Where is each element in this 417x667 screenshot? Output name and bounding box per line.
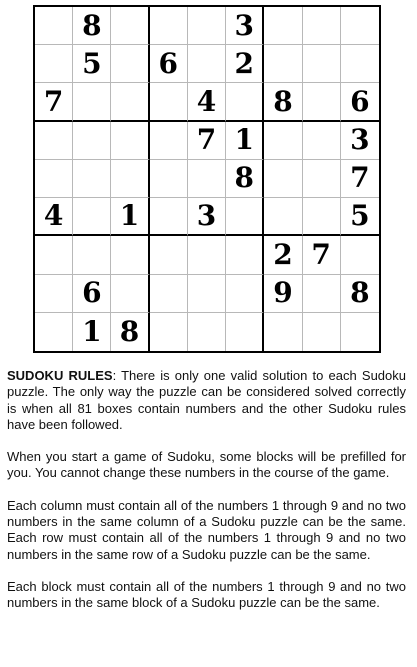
sudoku-cell-r8c8[interactable] [303, 275, 341, 313]
sudoku-cell-r9c7[interactable] [264, 313, 302, 351]
sudoku-cell-r5c3[interactable] [111, 160, 149, 198]
sudoku-cell-r5c7[interactable] [264, 160, 302, 198]
sudoku-cell-r2c1[interactable] [35, 45, 73, 83]
sudoku-cell-r4c5[interactable]: 7 [188, 122, 226, 160]
sudoku-cell-r8c9[interactable]: 8 [341, 275, 379, 313]
sudoku-cell-r7c2[interactable] [73, 236, 111, 274]
sudoku-cell-r7c3[interactable] [111, 236, 149, 274]
sudoku-cell-r5c8[interactable] [303, 160, 341, 198]
sudoku-cell-r8c5[interactable] [188, 275, 226, 313]
sudoku-cell-r3c1[interactable]: 7 [35, 83, 73, 121]
sudoku-cell-r1c1[interactable] [35, 7, 73, 45]
sudoku-cell-r7c7[interactable]: 2 [264, 236, 302, 274]
sudoku-cell-r9c1[interactable] [35, 313, 73, 351]
sudoku-cell-r1c8[interactable] [303, 7, 341, 45]
rules-intro-text: : There is only one valid solution to each Sudoku puzzle. The only way the puzzle can be considered solved correctly is when all 81 boxes contain numbers and the other Sudoku rules have been followed. [7, 368, 406, 432]
sudoku-cell-r2c5[interactable] [188, 45, 226, 83]
sudoku-cell-r8c6[interactable] [226, 275, 264, 313]
sudoku-cell-r8c4[interactable] [150, 275, 188, 313]
sudoku-cell-r7c8[interactable]: 7 [303, 236, 341, 274]
sudoku-cell-r2c4[interactable]: 6 [150, 45, 188, 83]
sudoku-cell-r7c6[interactable] [226, 236, 264, 274]
sudoku-cell-r5c6[interactable]: 8 [226, 160, 264, 198]
sudoku-cell-r3c8[interactable] [303, 83, 341, 121]
sudoku-cell-r4c8[interactable] [303, 122, 341, 160]
sudoku-board-container [33, 5, 381, 353]
sudoku-cell-r7c9[interactable] [341, 236, 379, 274]
sudoku-cell-r9c8[interactable] [303, 313, 341, 351]
sudoku-cell-r2c6[interactable]: 2 [226, 45, 264, 83]
sudoku-cell-r6c6[interactable] [226, 198, 264, 236]
sudoku-cell-r6c1[interactable]: 4 [35, 198, 73, 236]
rules-section [7, 368, 406, 628]
sudoku-cell-r3c5[interactable]: 4 [188, 83, 226, 121]
sudoku-cell-r1c6[interactable]: 3 [226, 7, 264, 45]
sudoku-cell-r3c9[interactable]: 6 [341, 83, 379, 121]
sudoku-cell-r4c7[interactable] [264, 122, 302, 160]
sudoku-cell-r2c3[interactable] [111, 45, 149, 83]
sudoku-cell-r2c2[interactable]: 5 [73, 45, 111, 83]
sudoku-cell-r6c3[interactable]: 1 [111, 198, 149, 236]
sudoku-cell-r7c5[interactable] [188, 236, 226, 274]
sudoku-cell-r9c9[interactable] [341, 313, 379, 351]
sudoku-cell-r4c3[interactable] [111, 122, 149, 160]
sudoku-cell-r1c9[interactable] [341, 7, 379, 45]
sudoku-cell-r1c2[interactable]: 8 [73, 7, 111, 45]
sudoku-cell-r5c9[interactable]: 7 [341, 160, 379, 198]
sudoku-cell-r8c1[interactable] [35, 275, 73, 313]
sudoku-cell-r1c3[interactable] [111, 7, 149, 45]
sudoku-cell-r2c8[interactable] [303, 45, 341, 83]
sudoku-cell-r2c9[interactable] [341, 45, 379, 83]
sudoku-cell-r6c7[interactable] [264, 198, 302, 236]
sudoku-cell-r9c3[interactable]: 8 [111, 313, 149, 351]
sudoku-cell-r2c7[interactable] [264, 45, 302, 83]
sudoku-cell-r3c6[interactable] [226, 83, 264, 121]
sudoku-cell-r6c8[interactable] [303, 198, 341, 236]
rules-paragraph-rows-columns: Each column must contain all of the numbers 1 through 9 and no two numbers in the same column of a Sudoku puzzle can be the same. Each row must contain all of the numbers 1 through 9 and no two numbers in the same row of a Sudoku puzzle can be the same. [7, 497, 406, 562]
sudoku-cell-r3c4[interactable] [150, 83, 188, 121]
sudoku-cell-r7c1[interactable] [35, 236, 73, 274]
sudoku-cell-r9c5[interactable] [188, 313, 226, 351]
sudoku-cell-r6c4[interactable] [150, 198, 188, 236]
sudoku-cell-r8c2[interactable]: 6 [73, 275, 111, 313]
sudoku-cell-r6c5[interactable]: 3 [188, 198, 226, 236]
sudoku-cell-r3c2[interactable] [73, 83, 111, 121]
sudoku-cell-r4c2[interactable] [73, 122, 111, 160]
rules-intro-paragraph [7, 368, 406, 433]
sudoku-cell-r4c9[interactable]: 3 [341, 122, 379, 160]
sudoku-cell-r6c9[interactable]: 5 [341, 198, 379, 236]
rules-paragraph-blocks: Each block must contain all of the numbers 1 through 9 and no two numbers in the same block of a Sudoku puzzle can be the same. [7, 578, 406, 611]
sudoku-cell-r1c4[interactable] [150, 7, 188, 45]
sudoku-cell-r5c1[interactable] [35, 160, 73, 198]
rules-heading: SUDOKU RULES [7, 368, 113, 383]
sudoku-cell-r5c2[interactable] [73, 160, 111, 198]
sudoku-cell-r5c5[interactable] [188, 160, 226, 198]
sudoku-cell-r9c2[interactable]: 1 [73, 313, 111, 351]
sudoku-grid [33, 5, 381, 353]
sudoku-cell-r8c7[interactable]: 9 [264, 275, 302, 313]
sudoku-cell-r6c2[interactable] [73, 198, 111, 236]
sudoku-cell-r9c4[interactable] [150, 313, 188, 351]
sudoku-cell-r4c4[interactable] [150, 122, 188, 160]
sudoku-cell-r5c4[interactable] [150, 160, 188, 198]
sudoku-cell-r8c3[interactable] [111, 275, 149, 313]
sudoku-cell-r1c5[interactable] [188, 7, 226, 45]
sudoku-cell-r3c7[interactable]: 8 [264, 83, 302, 121]
rules-paragraph-prefilled: When you start a game of Sudoku, some blocks will be prefilled for you. You cannot change these numbers in the course of the game. [7, 449, 406, 481]
sudoku-cell-r7c4[interactable] [150, 236, 188, 274]
sudoku-cell-r4c6[interactable]: 1 [226, 122, 264, 160]
sudoku-cell-r1c7[interactable] [264, 7, 302, 45]
sudoku-cell-r3c3[interactable] [111, 83, 149, 121]
sudoku-cell-r4c1[interactable] [35, 122, 73, 160]
sudoku-cell-r9c6[interactable] [226, 313, 264, 351]
